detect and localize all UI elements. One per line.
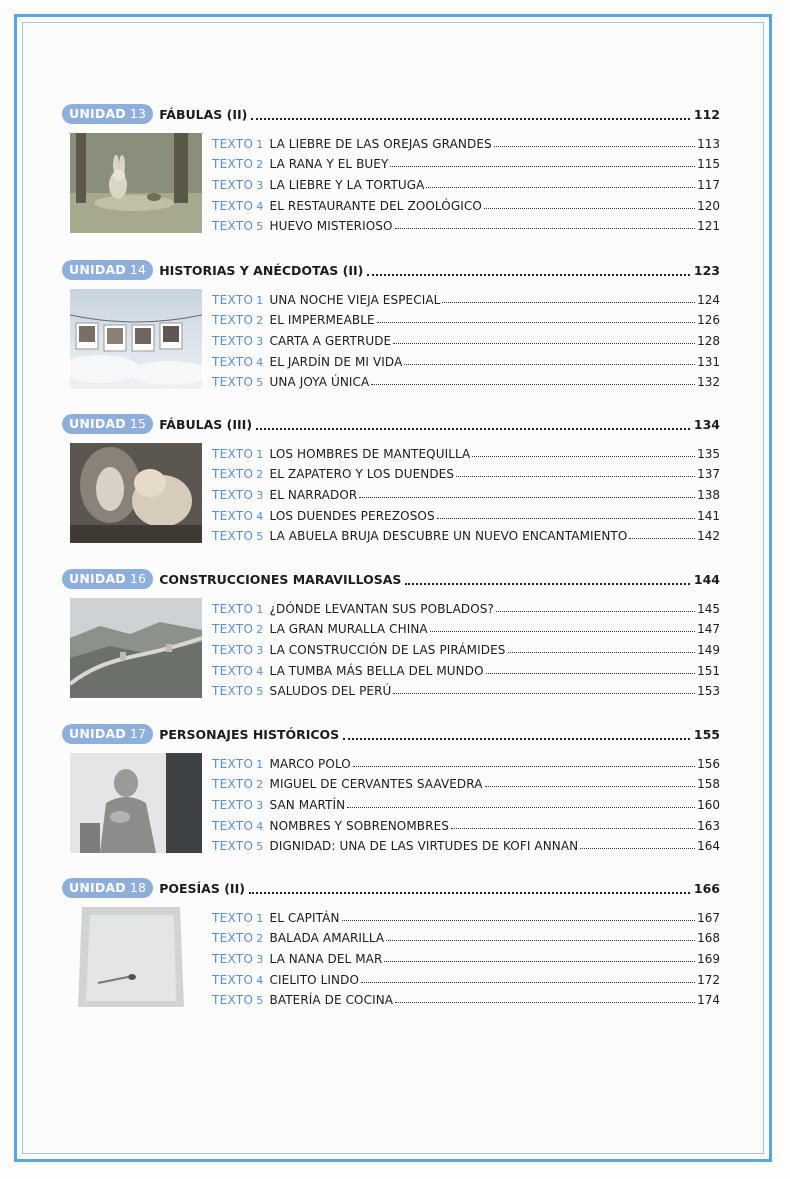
text-number: 1 <box>256 911 264 925</box>
dotted-leader <box>353 766 695 767</box>
text-tag <box>212 178 264 192</box>
dotted-leader <box>371 384 695 385</box>
text-label: TEXTO <box>212 798 254 813</box>
dotted-leader <box>390 166 695 167</box>
text-page-number: 145 <box>697 601 720 616</box>
toc-entry[interactable] <box>212 171 720 192</box>
unit-section <box>62 259 720 409</box>
text-label: TEXTO <box>212 157 254 172</box>
text-tag <box>212 798 264 812</box>
text-page-number: 117 <box>697 178 720 193</box>
toc-entry[interactable] <box>212 130 720 151</box>
unit-title: POESÍAS (II) <box>159 880 245 896</box>
dotted-leader <box>496 611 695 612</box>
unit-number: 18 <box>129 880 147 895</box>
text-label: TEXTO <box>212 488 254 503</box>
text-page-number: 138 <box>697 488 720 503</box>
text-page-number: 167 <box>697 910 720 925</box>
text-label: TEXTO <box>212 910 254 925</box>
text-page-number: 174 <box>697 993 720 1008</box>
text-page-number: 120 <box>697 198 720 213</box>
text-tag <box>212 839 264 853</box>
text-number: 5 <box>256 530 264 544</box>
text-label: TEXTO <box>212 777 254 792</box>
text-label: TEXTO <box>212 993 254 1008</box>
text-page-number: 132 <box>697 375 720 390</box>
text-page-number: 124 <box>697 292 720 307</box>
unit-label: UNIDAD <box>69 106 126 121</box>
text-number: 4 <box>256 973 264 987</box>
unit-number: 14 <box>129 262 147 277</box>
unit-page-number: 134 <box>693 416 720 432</box>
text-label: TEXTO <box>212 375 254 390</box>
unit-thumbnail <box>70 753 202 853</box>
toc-entry[interactable] <box>212 523 720 544</box>
text-page-number: 163 <box>697 818 720 833</box>
unit-title: CONSTRUCCIONES MARAVILLOSAS <box>159 571 402 587</box>
text-label: TEXTO <box>212 931 254 946</box>
text-tag <box>212 199 264 213</box>
text-label: TEXTO <box>212 972 254 987</box>
text-label: TEXTO <box>212 601 254 616</box>
text-title: HUEVO MISTERIOSO <box>269 219 393 234</box>
unit-page-number: 144 <box>693 571 720 587</box>
text-page-number: 121 <box>697 219 720 234</box>
text-number: 4 <box>256 355 264 369</box>
dotted-leader <box>249 882 690 894</box>
toc-entry[interactable] <box>212 213 720 234</box>
text-label: TEXTO <box>212 952 254 967</box>
text-page-number: 131 <box>697 354 720 369</box>
unit-label: UNIDAD <box>69 262 126 277</box>
text-tag <box>212 529 264 543</box>
text-tag <box>212 777 264 791</box>
dotted-leader <box>342 920 696 921</box>
text-number: 2 <box>256 314 264 328</box>
toc-entry[interactable] <box>212 945 720 966</box>
text-title: EL IMPERMEABLE <box>269 313 375 328</box>
text-number: 1 <box>256 137 264 151</box>
text-tag <box>212 219 264 233</box>
text-list <box>212 904 720 1007</box>
text-number: 5 <box>256 376 264 390</box>
unit-page-number: 155 <box>693 726 720 742</box>
text-tag <box>212 911 264 925</box>
text-list <box>212 130 720 233</box>
text-tag <box>212 931 264 945</box>
text-tag <box>212 973 264 987</box>
text-title: EL ZAPATERO Y LOS DUENDES <box>269 467 455 482</box>
text-label: TEXTO <box>212 136 254 151</box>
text-label: TEXTO <box>212 198 254 213</box>
unit-badge <box>62 104 153 124</box>
text-page-number: 149 <box>697 643 720 658</box>
toc-entry[interactable] <box>212 481 720 502</box>
text-tag <box>212 157 264 171</box>
text-title: UNA NOCHE VIEJA ESPECIAL <box>269 292 441 307</box>
unit-header[interactable] <box>62 568 720 590</box>
text-tag <box>212 819 264 833</box>
unit-badge <box>62 260 153 280</box>
text-title: EL CAPITÁN <box>269 910 340 925</box>
text-page-number: 172 <box>697 972 720 987</box>
toc-entry[interactable] <box>212 678 720 699</box>
unit-badge <box>62 878 153 898</box>
text-number: 3 <box>256 489 264 503</box>
text-page-number: 160 <box>697 798 720 813</box>
text-number: 1 <box>256 293 264 307</box>
dotted-leader <box>395 1002 695 1003</box>
unit-thumbnail <box>70 598 202 698</box>
unit-section <box>62 413 720 563</box>
toc-entry[interactable] <box>212 348 720 369</box>
text-title: DIGNIDAD: UNA DE LAS VIRTUDES DE KOFI ANNAN <box>269 839 579 854</box>
unit-number: 17 <box>129 726 147 741</box>
text-page-number: 168 <box>697 931 720 946</box>
text-title: EL NARRADOR <box>269 488 358 503</box>
unit-badge <box>62 724 153 744</box>
text-page-number: 128 <box>697 334 720 349</box>
unit-label: UNIDAD <box>69 416 126 431</box>
text-label: TEXTO <box>212 508 254 523</box>
dotted-leader <box>251 108 690 120</box>
text-label: TEXTO <box>212 334 254 349</box>
text-title: MARCO POLO <box>269 756 351 771</box>
text-label: TEXTO <box>212 643 254 658</box>
text-title: ¿DÓNDE LEVANTAN SUS POBLADOS? <box>269 601 494 616</box>
text-title: LA RANA Y EL BUEY <box>269 157 389 172</box>
text-number: 2 <box>256 623 264 637</box>
dotted-leader <box>395 228 696 229</box>
text-page-number: 113 <box>697 136 720 151</box>
text-page-number: 142 <box>697 529 720 544</box>
toc-entry[interactable] <box>212 750 720 771</box>
text-title: BATERÍA DE COCINA <box>269 993 394 1008</box>
text-tag <box>212 375 264 389</box>
text-number: 1 <box>256 447 264 461</box>
text-title: LA LIEBRE Y LA TORTUGA <box>269 178 425 193</box>
text-page-number: 147 <box>697 622 720 637</box>
text-tag <box>212 334 264 348</box>
unit-page-number: 123 <box>693 262 720 278</box>
dotted-leader <box>494 146 695 147</box>
text-page-number: 151 <box>697 663 720 678</box>
text-page-number: 156 <box>697 756 720 771</box>
unit-thumbnail <box>70 289 202 389</box>
dotted-leader <box>361 982 695 983</box>
dotted-leader <box>377 322 695 323</box>
text-tag <box>212 602 264 616</box>
dotted-leader <box>508 652 696 653</box>
unit-number: 16 <box>129 571 147 586</box>
dotted-leader <box>359 497 695 498</box>
text-title: CIELITO LINDO <box>269 972 360 987</box>
text-label: TEXTO <box>212 818 254 833</box>
text-tag <box>212 643 264 657</box>
dotted-leader <box>426 187 695 188</box>
dotted-leader <box>442 302 695 303</box>
text-label: TEXTO <box>212 178 254 193</box>
text-label: TEXTO <box>212 756 254 771</box>
dotted-leader <box>580 848 695 849</box>
unit-section <box>62 568 720 718</box>
dotted-leader <box>347 807 695 808</box>
text-number: 2 <box>256 932 264 946</box>
unit-section <box>62 877 720 1027</box>
toc-entry[interactable] <box>212 616 720 637</box>
text-tag <box>212 355 264 369</box>
unit-label: UNIDAD <box>69 726 126 741</box>
text-title: EL RESTAURANTE DEL ZOOLÓGICO <box>269 198 482 213</box>
text-tag <box>212 467 264 481</box>
text-page-number: 153 <box>697 684 720 699</box>
unit-page-number: 112 <box>693 106 720 122</box>
unit-section <box>62 723 720 873</box>
text-number: 1 <box>256 757 264 771</box>
unit-header[interactable] <box>62 413 720 435</box>
toc-entry[interactable] <box>212 791 720 812</box>
toc-entry[interactable] <box>212 327 720 348</box>
text-tag <box>212 622 264 636</box>
text-number: 3 <box>256 799 264 813</box>
text-title: CARTA A GERTRUDE <box>269 334 392 349</box>
text-tag <box>212 509 264 523</box>
text-number: 5 <box>256 994 264 1008</box>
unit-title: PERSONAJES HISTÓRICOS <box>159 726 340 742</box>
toc-entry[interactable] <box>212 307 720 328</box>
text-number: 3 <box>256 644 264 658</box>
toc-entry[interactable] <box>212 771 720 792</box>
text-page-number: 141 <box>697 508 720 523</box>
text-title: LA ABUELA BRUJA DESCUBRE UN NUEVO ENCANTAMIENTO <box>269 529 628 544</box>
text-number: 3 <box>256 179 264 193</box>
unit-page-number: 166 <box>693 880 720 896</box>
text-number: 5 <box>256 840 264 854</box>
toc-entry[interactable] <box>212 966 720 987</box>
toc-entry[interactable] <box>212 151 720 172</box>
text-title: LA CONSTRUCCIÓN DE LAS PIRÁMIDES <box>269 643 506 658</box>
text-number: 3 <box>256 953 264 967</box>
unit-thumbnail <box>70 907 202 1007</box>
text-title: UNA JOYA ÚNICA <box>269 375 370 390</box>
text-tag <box>212 684 264 698</box>
toc-entry[interactable] <box>212 286 720 307</box>
text-label: TEXTO <box>212 313 254 328</box>
text-list <box>212 595 720 698</box>
text-tag <box>212 664 264 678</box>
toc-entry[interactable] <box>212 369 720 390</box>
text-title: LOS DUENDES PEREZOSOS <box>269 508 435 523</box>
text-tag <box>212 757 264 771</box>
text-title: SALUDOS DEL PERÚ <box>269 684 392 699</box>
text-title: SAN MARTÍN <box>269 798 346 813</box>
text-label: TEXTO <box>212 354 254 369</box>
dotted-leader <box>472 456 695 457</box>
unit-label: UNIDAD <box>69 571 126 586</box>
toc-entry[interactable] <box>212 925 720 946</box>
unit-number: 15 <box>129 416 147 431</box>
unit-header[interactable] <box>62 103 720 125</box>
toc-entry[interactable] <box>212 461 720 482</box>
dotted-leader <box>393 693 695 694</box>
text-tag <box>212 952 264 966</box>
text-title: EL JARDÍN DE MI VIDA <box>269 354 403 369</box>
text-tag <box>212 137 264 151</box>
dotted-leader <box>484 208 695 209</box>
text-page-number: 158 <box>697 777 720 792</box>
toc-entry[interactable] <box>212 987 720 1008</box>
text-title: LA GRAN MURALLA CHINA <box>269 622 428 637</box>
text-page-number: 137 <box>697 467 720 482</box>
text-list <box>212 440 720 543</box>
unit-title: FÁBULAS (III) <box>159 416 253 432</box>
toc-entry[interactable] <box>212 192 720 213</box>
toc-entry[interactable] <box>212 502 720 523</box>
toc-entry[interactable] <box>212 657 720 678</box>
text-label: TEXTO <box>212 292 254 307</box>
dotted-leader <box>256 418 690 430</box>
text-title: LA NANA DEL MAR <box>269 952 383 967</box>
unit-section <box>62 103 720 253</box>
dotted-leader <box>393 343 695 344</box>
dotted-leader <box>629 538 695 539</box>
dotted-leader <box>430 631 695 632</box>
text-page-number: 135 <box>697 446 720 461</box>
unit-number: 13 <box>129 106 147 121</box>
text-number: 5 <box>256 220 264 234</box>
unit-header[interactable] <box>62 259 720 281</box>
text-number: 4 <box>256 664 264 678</box>
text-list <box>212 286 720 389</box>
toc-entry[interactable] <box>212 595 720 616</box>
dotted-leader <box>486 673 695 674</box>
text-page-number: 169 <box>697 952 720 967</box>
unit-badge <box>62 569 153 589</box>
text-page-number: 115 <box>697 157 720 172</box>
unit-thumbnail <box>70 133 202 233</box>
text-title: LA TUMBA MÁS BELLA DEL MUNDO <box>269 663 484 678</box>
text-tag <box>212 293 264 307</box>
text-tag <box>212 488 264 502</box>
text-label: TEXTO <box>212 529 254 544</box>
toc-entry[interactable] <box>212 833 720 854</box>
text-label: TEXTO <box>212 622 254 637</box>
text-list <box>212 750 720 853</box>
text-number: 2 <box>256 158 264 172</box>
toc-entry[interactable] <box>212 440 720 461</box>
text-number: 2 <box>256 468 264 482</box>
text-tag <box>212 313 264 327</box>
unit-title: HISTORIAS Y ANÉCDOTAS (II) <box>159 262 364 278</box>
toc-entry[interactable] <box>212 636 720 657</box>
dotted-leader <box>343 728 690 740</box>
text-number: 4 <box>256 199 264 213</box>
text-title: NOMBRES Y SOBRENOMBRES <box>269 818 449 833</box>
text-number: 4 <box>256 819 264 833</box>
unit-thumbnail <box>70 443 202 543</box>
text-number: 3 <box>256 335 264 349</box>
text-number: 2 <box>256 778 264 792</box>
text-label: TEXTO <box>212 219 254 234</box>
text-tag <box>212 993 264 1007</box>
text-page-number: 126 <box>697 313 720 328</box>
text-title: BALADA AMARILLA <box>269 931 385 946</box>
dotted-leader <box>451 828 695 829</box>
text-number: 1 <box>256 602 264 616</box>
unit-badge <box>62 414 153 434</box>
text-number: 5 <box>256 685 264 699</box>
text-title: LOS HOMBRES DE MANTEQUILLA <box>269 446 471 461</box>
text-label: TEXTO <box>212 467 254 482</box>
text-title: LA LIEBRE DE LAS OREJAS GRANDES <box>269 136 492 151</box>
text-tag <box>212 447 264 461</box>
dotted-leader <box>404 364 695 365</box>
text-label: TEXTO <box>212 839 254 854</box>
unit-title: FÁBULAS (II) <box>159 106 248 122</box>
toc-entry[interactable] <box>212 904 720 925</box>
dotted-leader <box>405 573 689 585</box>
unit-header[interactable] <box>62 877 720 899</box>
dotted-leader <box>485 786 696 787</box>
unit-header[interactable] <box>62 723 720 745</box>
unit-label: UNIDAD <box>69 880 126 895</box>
text-label: TEXTO <box>212 663 254 678</box>
text-number: 4 <box>256 509 264 523</box>
text-label: TEXTO <box>212 684 254 699</box>
dotted-leader <box>367 264 690 276</box>
dotted-leader <box>437 518 695 519</box>
toc-entry[interactable] <box>212 812 720 833</box>
text-label: TEXTO <box>212 446 254 461</box>
dotted-leader <box>456 476 695 477</box>
text-page-number: 164 <box>697 839 720 854</box>
dotted-leader <box>386 940 695 941</box>
text-title: MIGUEL DE CERVANTES SAAVEDRA <box>269 777 483 792</box>
dotted-leader <box>384 961 695 962</box>
